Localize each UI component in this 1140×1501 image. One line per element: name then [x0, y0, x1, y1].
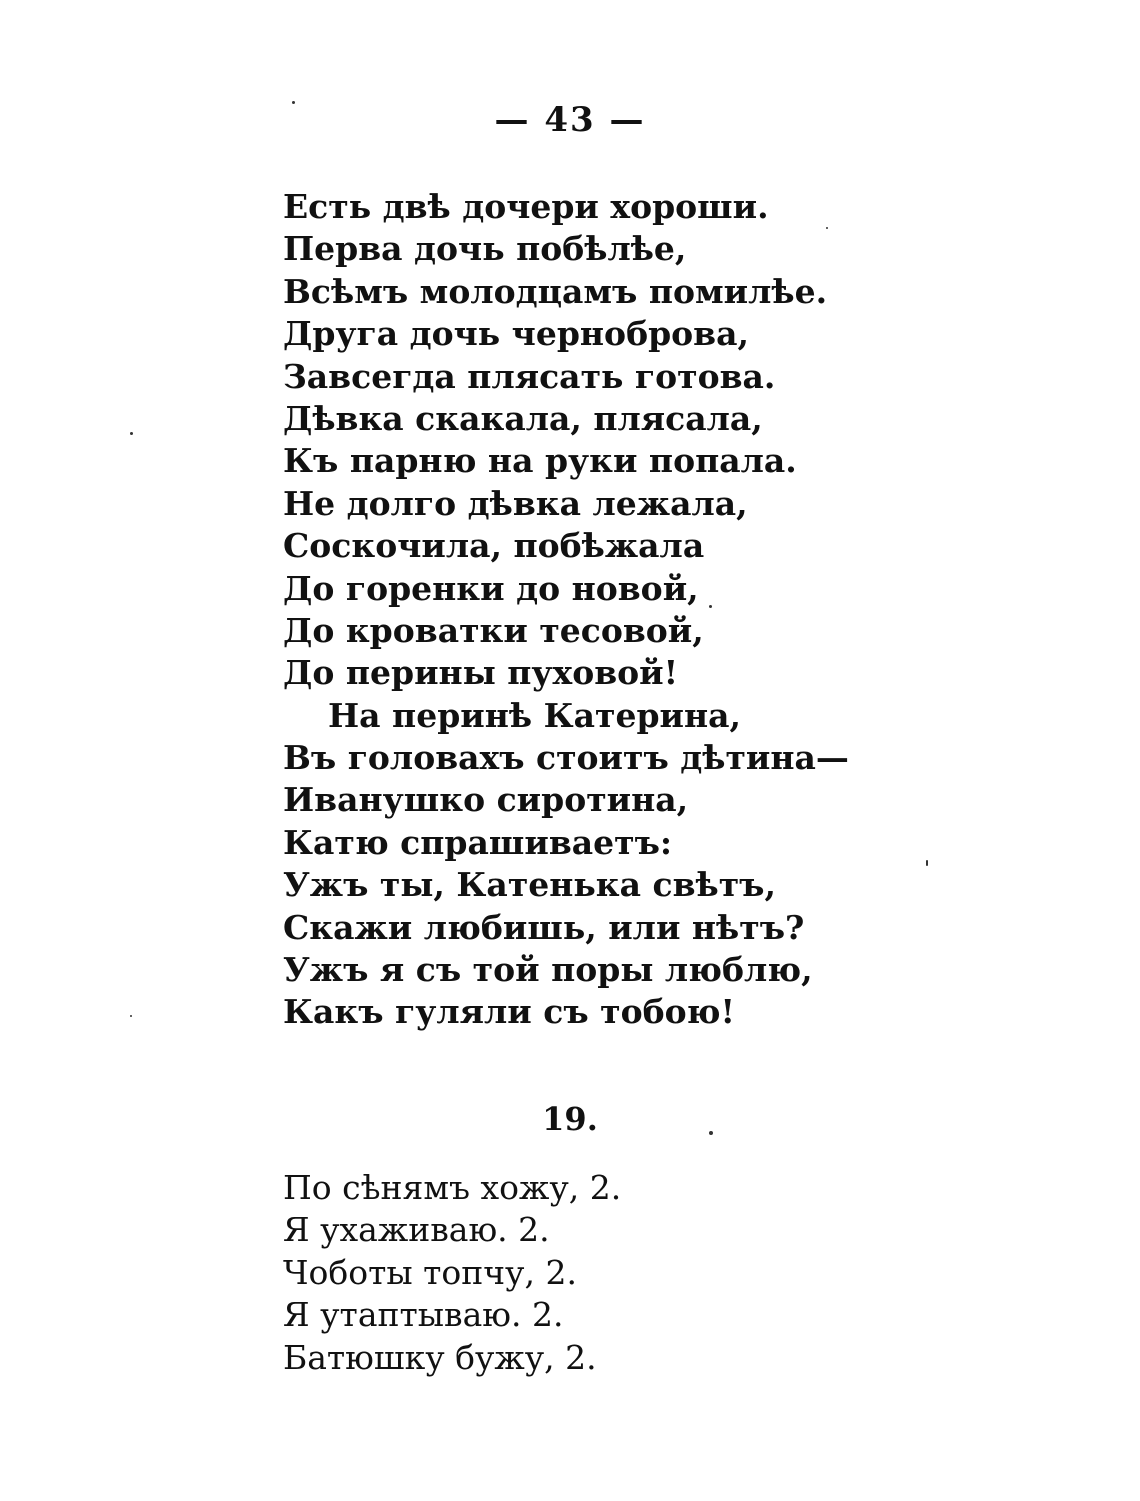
verse-line: Къ парню на руки попала. [283, 441, 797, 481]
verse-line: Ужъ ты, Катенька свѣтъ, [283, 865, 776, 905]
verse-line: По сѣнямъ хожу, 2. [283, 1168, 622, 1207]
scan-speck [130, 432, 133, 435]
verse-stanza-2 [283, 1167, 621, 1379]
verse-line: Друга дочь черноброва, [283, 314, 749, 354]
verse-line: Катю спрашиваетъ: [283, 822, 673, 862]
verse-line: Я ухаживаю. 2. [283, 1210, 550, 1250]
verse-line: Всѣмъ молодцамъ помилѣе. [283, 271, 828, 311]
verse-line: На перинѣ Катерина, [328, 695, 742, 735]
verse-line: Въ головахъ стоитъ дѣтина— [283, 738, 849, 778]
verse-line: Соскочила, побѣжала [283, 526, 705, 566]
verse-line: Не долго дѣвка лежала, [283, 483, 748, 523]
verse-line: Завсегда плясать готова. [283, 356, 776, 396]
scan-speck [926, 860, 928, 866]
page-number: — 43 — [494, 100, 646, 140]
verse-line: До горенки до новой, [283, 568, 699, 608]
scan-speck [709, 605, 712, 608]
verse-line: До кроватки тесовой, [283, 610, 704, 650]
section-number: 19. [542, 1100, 598, 1138]
verse-line: Есть двѣ дочери хороши. [283, 187, 769, 226]
verse-line: Ужъ я съ той поры люблю, [283, 950, 813, 990]
scan-speck [709, 1131, 713, 1135]
scan-speck [130, 1015, 132, 1017]
scan-speck [292, 101, 295, 104]
verse-line: Какъ гуляли съ тобою! [283, 992, 735, 1032]
verse-line: Перва дочь побѣлѣе, [283, 229, 687, 269]
verse-line: Я утаптываю. 2. [283, 1295, 564, 1335]
scan-speck [826, 227, 828, 229]
verse-line: Иванушко сиротина, [283, 780, 689, 820]
verse-stanza-1 [283, 186, 849, 1034]
verse-line: Скажи любишь, или нѣтъ? [283, 907, 805, 947]
verse-line: Батюшку бужу, 2. [283, 1337, 597, 1377]
verse-line: Дѣвка скакала, плясала, [283, 398, 763, 438]
verse-line: Чоботы топчу, 2. [283, 1252, 577, 1292]
verse-line: До перины пуховой! [283, 653, 679, 693]
